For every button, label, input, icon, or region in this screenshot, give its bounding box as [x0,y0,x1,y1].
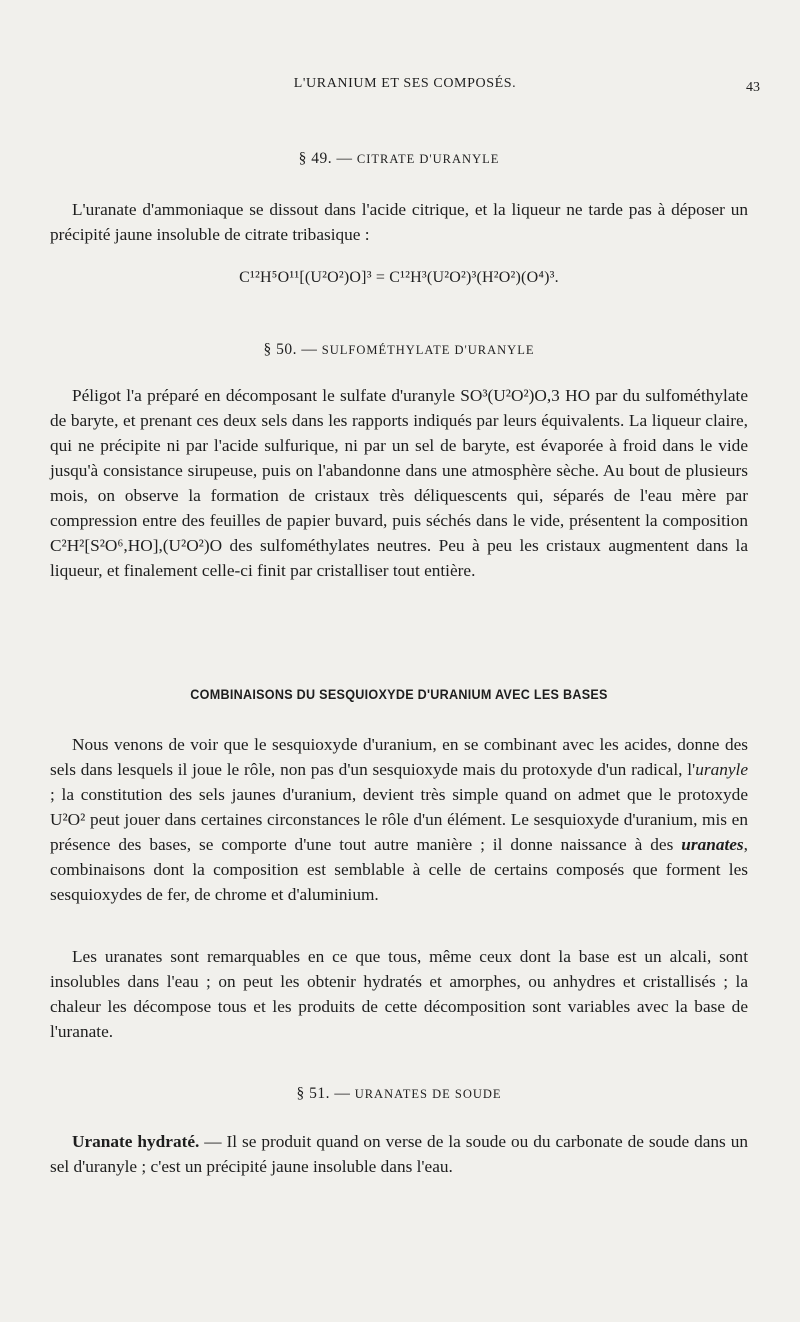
section-49-number: § 49. — [298,150,353,167]
section-50-paragraph: Péligot l'a préparé en décomposant le sulfate d'uranyle SO³(U²O²)O,3 HO par du sulfométhylate de baryte, et prenant ces deux sels dans les rapports indiqués par leurs équivalents. La liqueur claire, qui ne précipite ni par l'acide sulfurique, ni par un sel de baryte, est évaporée à froid dans le vide jusqu'à consistance sirupeuse, puis on l'abandonne dans une atmosphère sèche. Au bout de plusieurs mois, on observe la formation de cristaux très déliquescents qui, séparés de l'eau mère par compression entre des feuilles de papier buvard, puis séchés dans le vide, présentent la composition C²H²[S²O⁶,HO],(U²O²)O des sulfométhylates neutres. Peu à peu les cristaux augmentent dans la liqueur, et finalement celle-ci finit par cristalliser tout entière. [50,386,748,580]
section-51-text: — Il se produit quand on verse de la soude ou du carbonate de soude dans un sel d'uranyle ; c'est un précipité jaune insoluble dans l'eau. [50,1132,748,1176]
section-49-paragraph: L'uranate d'ammoniaque se dissout dans l'acide citrique, et la liqueur ne tarde pas à déposer un précipité jaune insoluble de citrate tribasique : [50,200,748,244]
section-50-title: SULFOMÉTHYLATE D'URANYLE [321,343,535,357]
p1-text-a: Nous venons de voir que le sesquioxyde d'uranium, en se combinant avec les acides, donne des sels dans lesquels il joue le rôle, non pas d'un sesquioxyde mais du protoxyde d'un radical, l' [50,735,748,779]
running-header [50,76,760,100]
p1-text-b: ; la constitution des sels jaunes d'uranium, devient très simple quand on admet que le protoxyde U²O² peut jouer dans certaines circonstances le rôle d'un élément. Le sesquioxyde d'uranium, mis en présence des bases, se comporte d'une tout autre manière ; il donne naissance à des [50,785,748,854]
uranate-hydrate-lead: Uranate hydraté. [72,1132,200,1151]
combinaisons-paragraph-1 [50,732,748,907]
section-51-heading [50,1085,748,1103]
term-uranyle: uranyle [695,760,748,779]
p1-text-c: , combinaisons dont la composition est semblable à celle de certains composés que forment les sesquioxydes de fer, de chrome et d'aluminium. [50,835,748,904]
combinaisons-heading: COMBINAISONS DU SESQUIOXYDE D'URANIUM AVEC LES BASES [190,686,608,702]
page-number: 43 [746,80,760,95]
section-50-number: § 50. — [263,341,318,358]
section-51-number: § 51. — [296,1085,351,1102]
section-50-heading [50,341,748,359]
section-51-title: URANATES DE SOUDE [354,1087,502,1101]
section-49-heading [50,150,748,168]
section-49-title: CITRATE D'URANYLE [356,152,500,166]
combinaisons-paragraph-2: Les uranates sont remarquables en ce que tous, même ceux dont la base est un alcali, sont insolubles dans l'eau ; on peut les obtenir hydratés et amorphes, ou anhydres et cristallisés ; la chaleur les décompose tous et les produits de cette décomposition sont variables avec la base de l'uranate. [50,947,748,1041]
running-title: L'URANIUM ET SES COMPOSÉS. [293,76,517,91]
term-uranates: uranates [681,835,744,854]
section-51-paragraph [50,1129,748,1179]
citrate-formula: C¹²H⁵O¹¹[(U²O²)O]³ = C¹²H³(U²O²)³(H²O²)(O⁴)³. [239,269,559,286]
